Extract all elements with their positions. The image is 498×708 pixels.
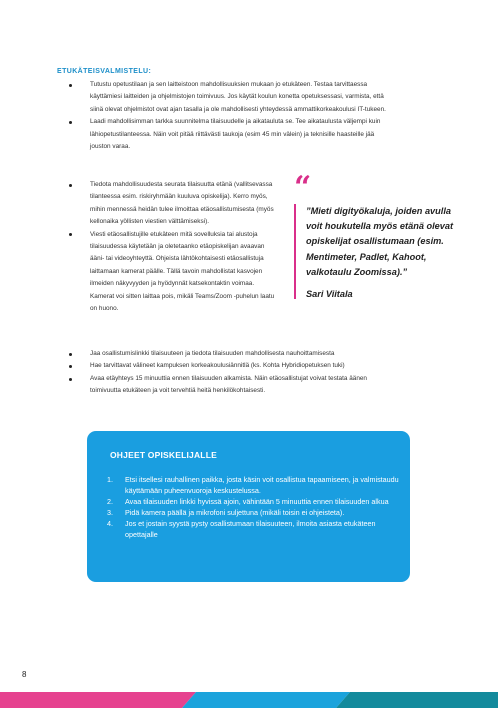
list-item: Laadi mahdollisimman tarkka suunnitelma tilaisuudelle ja aikatauluta se. Tee aikataulusta väljempi kuin lähiopetustilanteessa. Näin voit pitää riittävästi taukoja (esim 45 min välein) ja teknisille haasteille jää jouston varaa. bbox=[57, 116, 392, 153]
quote-author: Sari Viitala bbox=[306, 289, 353, 300]
pull-quote bbox=[294, 170, 454, 300]
list-item: Tutustu opetustilaan ja sen laitteistoon mahdollisuuksien mukaan jo etukäteen. Testaa tarvittaessa käyttämiesi laitteiden ja ohjelmistojen toimivuus. Jos käytät koulun konetta opetuksessasi, varmista, että siinä olevat ohjelmistot ovat ajan tasalla ja ole mahdollisesti yhteydessä ammattikorkeakoulusi IT-tukeen. bbox=[57, 79, 392, 116]
item-text: Avaa tilaisuuden linkki hyvissä ajoin, vähintään 5 minuuttia ennen tilaisuuden alkua bbox=[125, 497, 389, 506]
list-item bbox=[107, 507, 399, 518]
footer-stripe-teal bbox=[336, 692, 498, 708]
item-number: 1. bbox=[107, 475, 113, 484]
bullet-list-mid bbox=[57, 179, 277, 315]
bullet-list-top bbox=[57, 79, 392, 153]
list-item: Avaa etäyhteys 15 minuuttia ennen tilaisuuden alkamista. Näin etäosallistujat voivat testata äänen toimivuutta etukäteen ja voit tervehtiä heitä henkilökohtaisesti. bbox=[57, 373, 392, 398]
list-item: Viesti etäosallistujille etukäteen mitä sovelluksia tai alustoja tilaisuudessa käytetään ja oletetaanko etäopiskelijan avaavan ääni- tai videoyhteyttä. Ohjeista lähtökohtaisesti etäosallistuja laittamaan kamerat päälle. Tällä tavoin mahdollistat kasvojen ilmeiden näkyvyyden ja hyödynnät katsekontaktin voimaa. Kamerat voi sitten laittaa pois, mikäli Teams/Zoom -puhelun laatu on huono. bbox=[57, 229, 277, 316]
quote-body bbox=[294, 204, 454, 299]
item-number: 3. bbox=[107, 508, 113, 517]
student-instructions-box bbox=[87, 431, 410, 582]
footer-stripe-blue bbox=[182, 692, 350, 708]
page-number: 8 bbox=[22, 670, 27, 679]
list-item: Hae tarvittavat välineet kampuksen korkeakoulusiännitlä (ks. Kohta Hybridiopetuksen tuki) bbox=[57, 360, 392, 372]
list-item: Tiedota mahdollisuudesta seurata tilaisuutta etänä (vallitsevassa tilanteessa esim. riskiryhmään kuuluva opiskelija). Kerro myös, mihin mennessä heidän tulee ilmoittaa etäosallistumisesta (myös kellonaika yöllisten viestien välttämiseksi). bbox=[57, 179, 277, 229]
item-number: 4. bbox=[107, 519, 113, 528]
list-item bbox=[107, 518, 399, 540]
item-text: Pidä kamera päällä ja mikrofoni suljettuna (mikäli toisin ei ohjeisteta). bbox=[125, 508, 345, 517]
quote-mark-icon: “ bbox=[294, 170, 310, 205]
item-number: 2. bbox=[107, 497, 113, 506]
quote-text: ”Mieti digityökaluja, joiden avulla voit houkutella myös etänä olevat opiskelijat osallistumaan (esim. Mentimeter, Padlet, Kahoot, valkotaulu Zoomissa).” bbox=[306, 206, 454, 277]
footer-stripe bbox=[0, 692, 498, 708]
item-text: Etsi itsellesi rauhallinen paikka, josta käsin voit osallistua tapaamiseen, ja valmistaudu käyttämään puheenvuoroja keskustelussa. bbox=[125, 475, 399, 495]
list-item bbox=[107, 496, 399, 507]
bullet-list-bottom bbox=[57, 348, 392, 398]
list-item bbox=[107, 474, 399, 496]
item-text: Jos et jostain syystä pysty osallistumaan tilaisuuteen, ilmoita asiasta etukäteen opettajalle bbox=[125, 519, 376, 539]
info-box-title: OHJEET OPISKELIJALLE bbox=[110, 450, 217, 460]
list-item: Jaa osallistumislinkki tilaisuuteen ja tiedota tilaisuuden mahdollisesta nauhoittamisesta bbox=[57, 348, 392, 360]
section-heading: ETUKÄTEISVALMISTELU: bbox=[57, 68, 152, 75]
footer-stripe-pink bbox=[0, 692, 196, 708]
instructions-list bbox=[107, 474, 399, 540]
